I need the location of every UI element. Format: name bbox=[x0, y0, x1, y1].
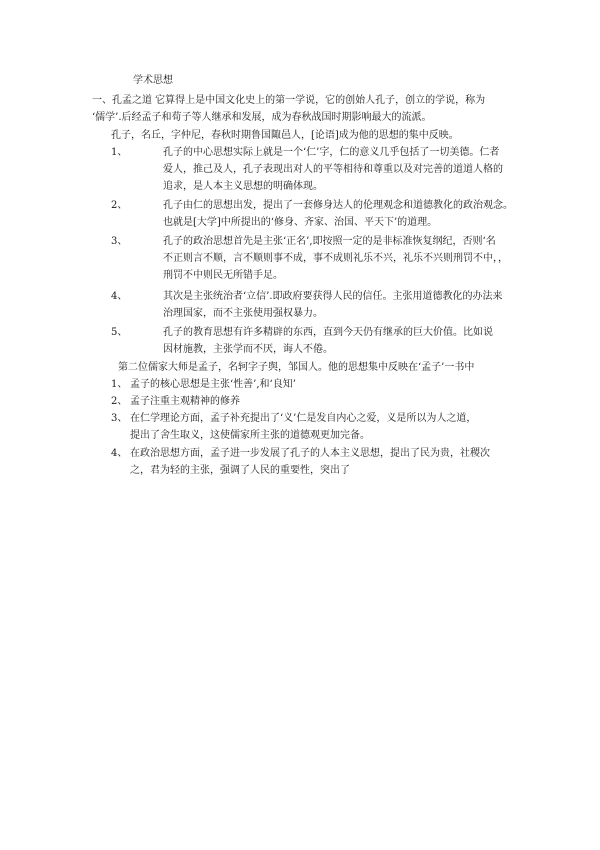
list-item-line: 爱人，推己及人，孔子表现出对人的平等相待和尊重以及对完善的道道人格的 bbox=[163, 164, 503, 175]
item-number: 5、 bbox=[111, 327, 128, 338]
item-number: 1、 bbox=[111, 147, 128, 158]
section-title: 学术思想 bbox=[133, 75, 173, 86]
list-item bbox=[163, 144, 538, 195]
item-number: 4、 bbox=[111, 291, 128, 302]
intro-paragraph bbox=[92, 92, 532, 126]
intro-line: ‘儒学’.后经孟子和荀子等人继承和发展，成为春秋战国时期影响最大的流派。 bbox=[92, 112, 432, 123]
list-item-line: 孔子的政治思想首先是主张‘正名’,即按照一定的是非标准恢复纲纪，否则‘名 bbox=[163, 236, 496, 247]
list-item-line: 追求，是人本主义思想的明确体现。 bbox=[163, 181, 323, 192]
list-item-line: 之，君为轻的主张，强调了人民的重要性，突出了 bbox=[130, 465, 350, 476]
list-item-line: 孔子由仁的思想出发，提出了一套修身达人的伦理观念和道德教化的政治观念。 bbox=[163, 200, 513, 211]
list-item-line: 其次是主张统治者‘立信’.即政府要获得人民的信任。主张用道德教化的办法来 bbox=[163, 291, 503, 302]
list-item-line: 孟子的核心思想是主张‘性善’,和‘良知’ bbox=[130, 379, 296, 390]
list-item bbox=[163, 288, 538, 322]
item-number: 4、 bbox=[111, 448, 128, 459]
list-item bbox=[130, 376, 535, 393]
list-item-line: 提出了舍生取义，这使儒家所主张的道德观更加完备。 bbox=[130, 430, 370, 441]
mencius-intro bbox=[118, 359, 538, 376]
list-item-line: 不正则言不顺，言不顺则事不成，事不成则礼乐不兴，礼乐不兴则刑罚不中，， bbox=[163, 253, 508, 264]
list-item bbox=[163, 233, 538, 284]
list-item-line: 孔子的教育思想有许多精辟的东西，直到今天仍有继承的巨大价值。比如说 bbox=[163, 327, 493, 338]
list-item-line: 在政治思想方面，孟子进一步发展了孔子的人本主义思想，提出了民为贵，社稷次 bbox=[130, 448, 490, 459]
list-item bbox=[163, 324, 538, 358]
confucius-intro-text: 孔子，名丘，字仲尼，春秋时期鲁国陬邑人，[论语]成为他的思想的集中反映。 bbox=[111, 130, 459, 141]
item-number: 2、 bbox=[111, 396, 128, 407]
item-number: 3、 bbox=[111, 236, 128, 247]
list-item-line: 因材施教，主张学而不厌，诲人不倦。 bbox=[163, 344, 333, 355]
list-item bbox=[130, 410, 540, 444]
list-item bbox=[130, 393, 535, 410]
list-item-line: 治理国家，而不主张使用强权暴力。 bbox=[163, 308, 323, 319]
list-item-line: 也就是[大学]中所提出的‘修身、齐家、治国、平天下’的道理。 bbox=[163, 217, 438, 228]
mencius-intro-text: 第二位儒家大师是孟子，名轲字子舆，邹国人。他的思想集中反映在‘孟子’一书中 bbox=[118, 362, 475, 373]
intro-line: 一、孔孟之道 它算得上是中国文化史上的第一学说，它的创始人孔子，创立的学说，称为 bbox=[92, 95, 486, 106]
list-item-line: 孟子注重主观精神的修养 bbox=[130, 396, 240, 407]
list-item-line: 刑罚不中则民无所错手足。 bbox=[163, 270, 283, 281]
confucius-intro bbox=[111, 127, 531, 144]
list-item bbox=[163, 197, 538, 231]
list-item-line: 在仁学理论方面，孟子补充提出了‘义’仁是发自内心之爱，义是所以为人之道， bbox=[130, 413, 477, 424]
list-item bbox=[130, 445, 540, 479]
item-number: 3、 bbox=[111, 413, 128, 424]
item-number: 1、 bbox=[111, 379, 128, 390]
item-number: 2、 bbox=[111, 200, 128, 211]
list-item-line: 孔子的中心思想实际上就是一个‘仁’字，仁的意义几乎包括了一切美德。仁者 bbox=[163, 147, 500, 158]
